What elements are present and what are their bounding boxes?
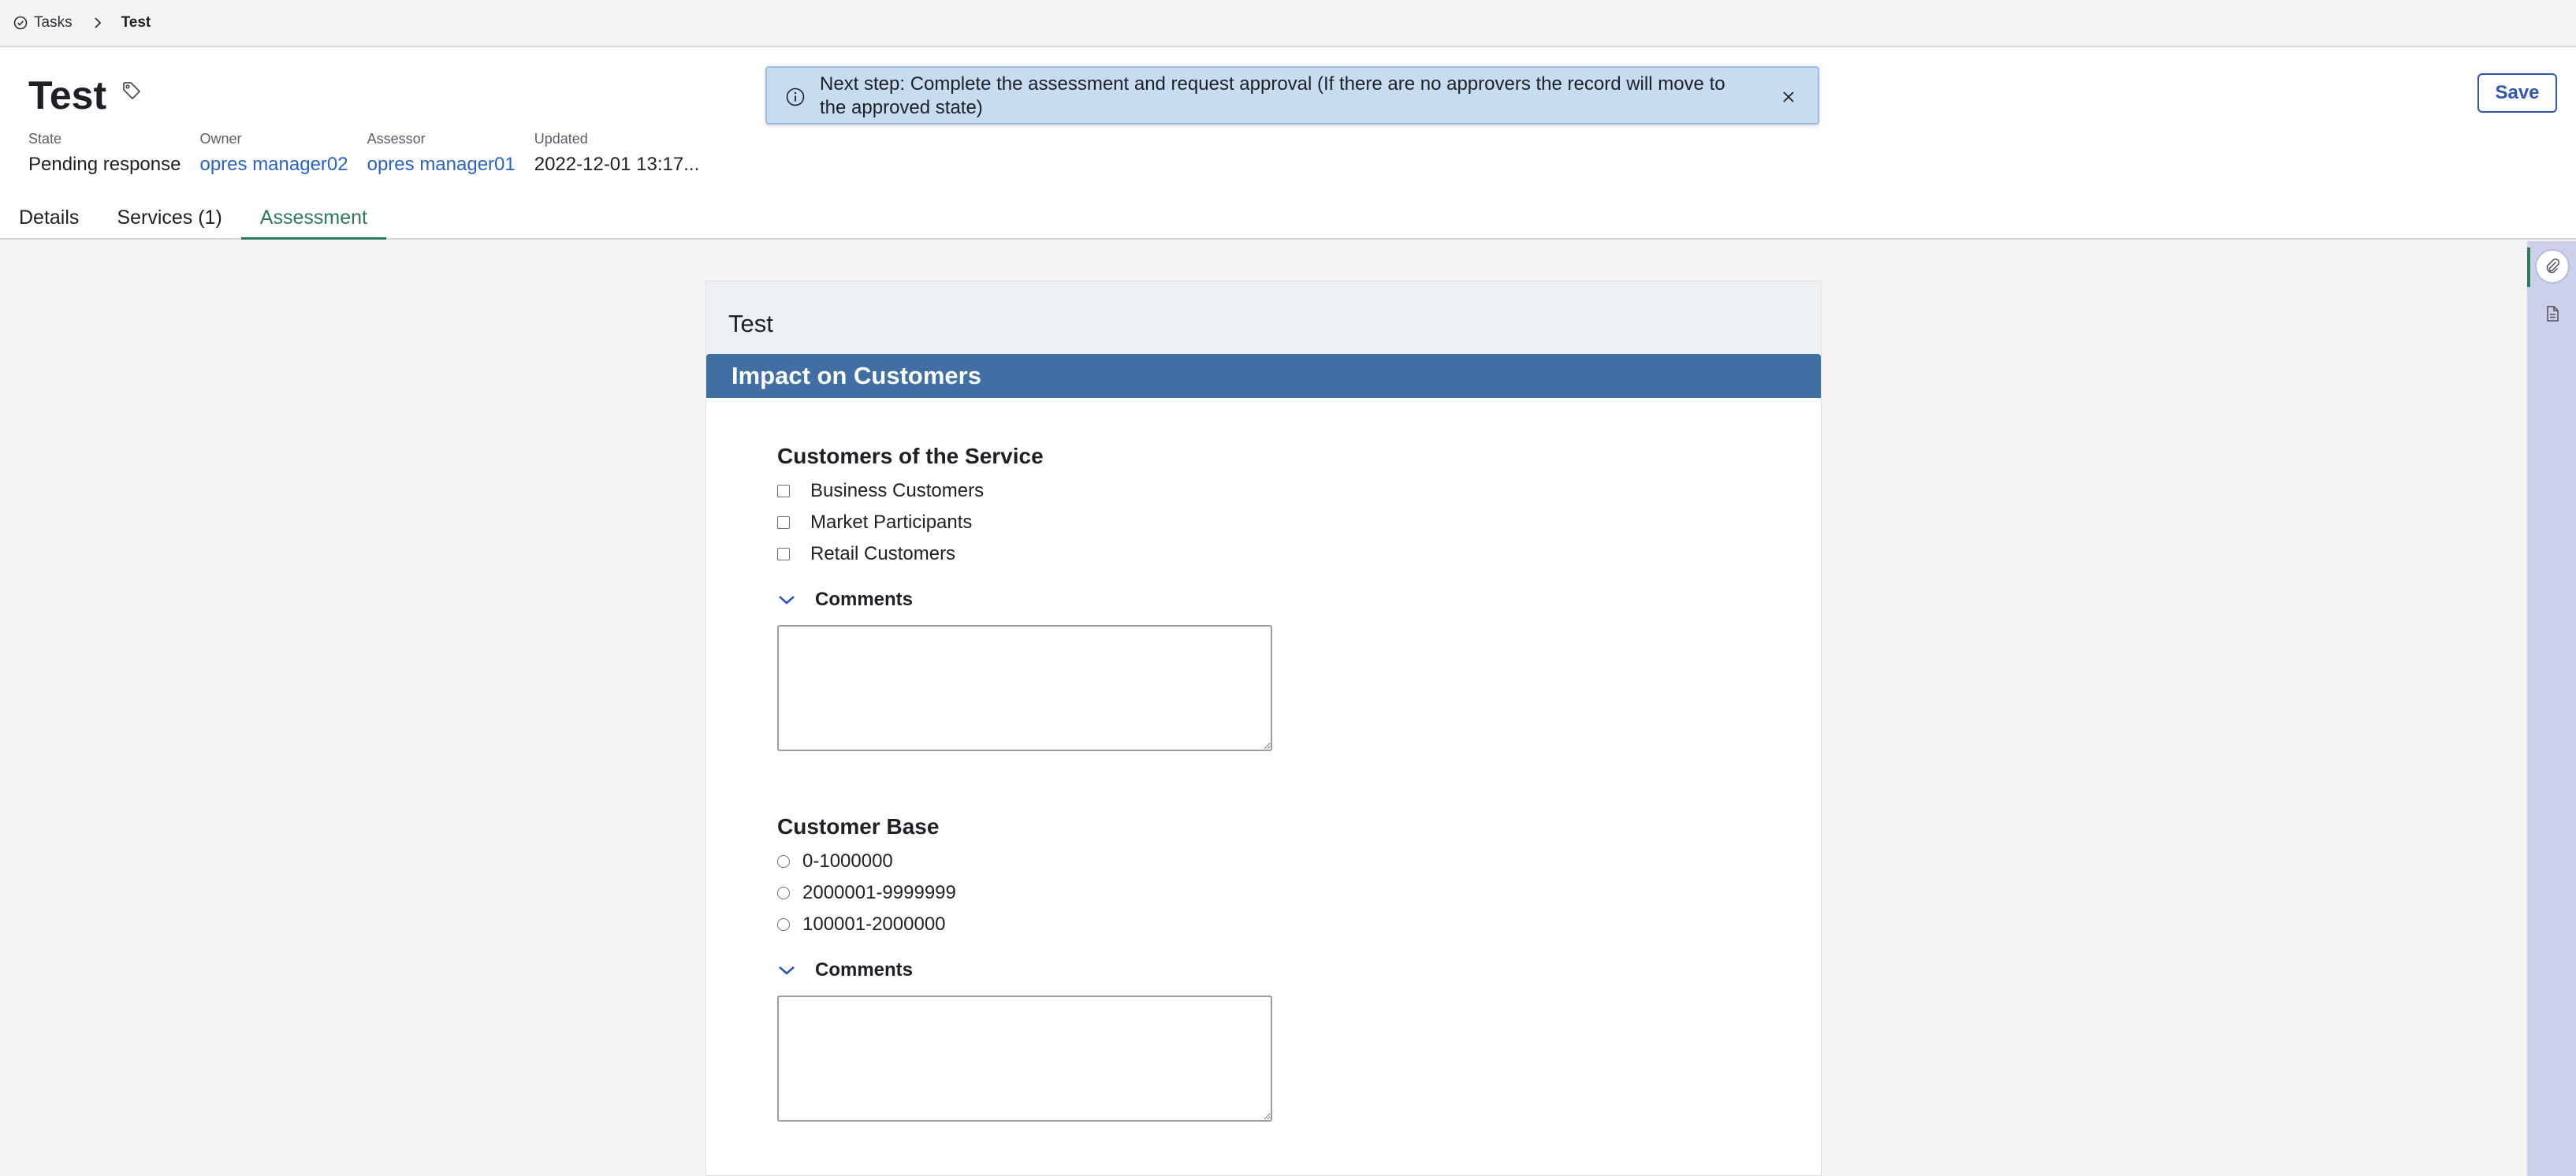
document-icon: [2544, 305, 2561, 322]
tag-icon[interactable]: [121, 80, 143, 102]
close-icon[interactable]: [1780, 88, 1797, 106]
option-retail-customers[interactable]: [777, 538, 1272, 570]
form-header: [706, 281, 1821, 354]
option-label: 0-1000000: [802, 850, 893, 872]
right-rail: [2527, 241, 2576, 1176]
option-market-participants[interactable]: [777, 507, 1272, 538]
checkbox[interactable]: [777, 548, 790, 560]
radio-button[interactable]: [777, 855, 790, 868]
breadcrumb: [0, 0, 2576, 47]
banner-message: Next step: Complete the assessment and request approval (If there are no approvers the record will move to the approved state): [820, 73, 1725, 118]
state-field: [28, 131, 181, 176]
tab-bar: [0, 202, 386, 240]
comments-textarea[interactable]: [777, 996, 1272, 1122]
assessment-form: [705, 281, 1822, 1176]
comments-label: Comments: [815, 959, 914, 981]
checkbox[interactable]: [777, 485, 790, 497]
option-label: 2000001-9999999: [802, 882, 956, 903]
state-label: State: [28, 131, 62, 147]
option-100001-2000000[interactable]: [777, 909, 1272, 940]
record-meta: [28, 131, 718, 176]
comments-toggle[interactable]: [777, 956, 1272, 984]
save-button[interactable]: Save: [2477, 73, 2557, 113]
rail-active-indicator: [2527, 247, 2530, 287]
assessor-link[interactable]: opres manager01: [367, 154, 516, 175]
comments-toggle[interactable]: [777, 586, 1272, 614]
section-header: Impact on Customers: [706, 354, 1821, 398]
option-label: 100001-2000000: [802, 914, 946, 935]
updated-label: Updated: [534, 131, 588, 147]
breadcrumb-root-label[interactable]: Tasks: [34, 14, 73, 31]
radio-button[interactable]: [777, 887, 790, 899]
assessor-label: Assessor: [367, 131, 426, 147]
check-circle-icon: [13, 15, 28, 31]
option-label: Market Participants: [810, 512, 973, 533]
checkbox[interactable]: [777, 516, 790, 529]
tab-assessment[interactable]: Assessment: [241, 202, 386, 240]
option-label: Retail Customers: [810, 543, 956, 564]
option-label: Business Customers: [810, 480, 985, 501]
option-0-1000000[interactable]: [777, 846, 1272, 877]
option-business-customers[interactable]: [777, 475, 1272, 507]
state-value: Pending response: [28, 154, 181, 175]
option-2000001-9999999[interactable]: [777, 877, 1272, 909]
page-title: Test: [28, 73, 107, 117]
chevron-right-icon: [90, 15, 106, 31]
tab-services[interactable]: Services (1): [117, 207, 222, 229]
breadcrumb-current: Test: [121, 14, 151, 31]
question-customer-base: [777, 814, 1272, 1122]
radio-button[interactable]: [777, 918, 790, 931]
owner-link[interactable]: opres manager02: [199, 154, 348, 175]
owner-label: Owner: [199, 131, 242, 147]
comments-textarea[interactable]: [777, 625, 1272, 751]
question-customers-of-service: [777, 444, 1272, 751]
updated-field: [534, 131, 700, 176]
chevron-down-icon: [777, 594, 796, 606]
record-header: [0, 47, 2576, 240]
tab-details[interactable]: Details: [19, 207, 80, 229]
attachments-button[interactable]: [2537, 251, 2568, 282]
question-title: Customer Base: [777, 814, 940, 839]
assessor-field: [367, 131, 516, 176]
form-title: Test: [728, 310, 773, 337]
owner-field: [199, 131, 348, 176]
chevron-down-icon: [777, 964, 796, 977]
breadcrumb-tasks[interactable]: [13, 14, 73, 32]
documents-button[interactable]: [2537, 298, 2568, 329]
paperclip-icon: [2544, 258, 2561, 275]
comments-label: Comments: [815, 589, 914, 610]
updated-value: 2022-12-01 13:17...: [534, 154, 700, 175]
info-icon: [785, 87, 806, 107]
question-title: Customers of the Service: [777, 444, 1044, 468]
next-step-banner: [765, 66, 1819, 125]
